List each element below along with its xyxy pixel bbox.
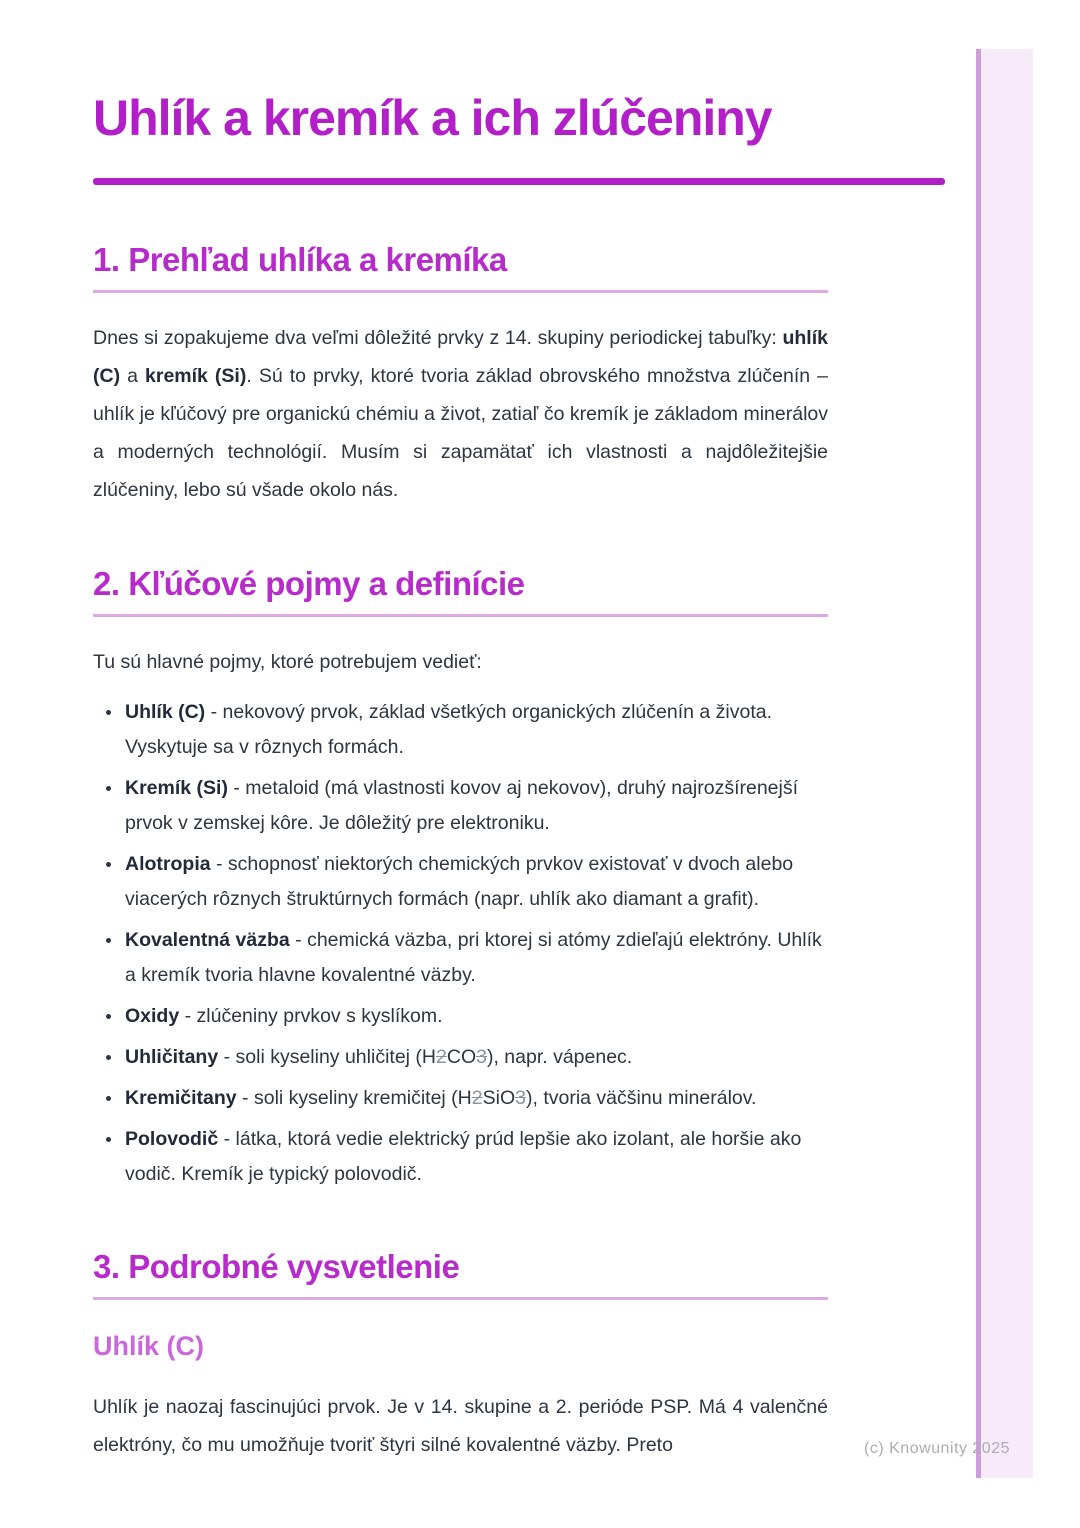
- document-title: Uhlík a kremík a ich zlúčeniny: [93, 90, 772, 146]
- text-run: a: [120, 365, 146, 387]
- section-overview-heading: 1. Prehľad uhlíka a kremíka: [93, 241, 507, 278]
- key-terms-list: [93, 695, 828, 1192]
- title-divider: [93, 178, 945, 185]
- text-run-bold: Kremičitany: [125, 1087, 237, 1109]
- text-run-bold: Kremík (Si): [125, 777, 228, 799]
- text-run-strike: 3: [515, 1087, 526, 1109]
- text-run: - metaloid (má vlastnosti kovov aj nekovov), druhý najrozšírenejší prvok v zemskej kôre. Je dôležitý pre elektroniku.: [125, 777, 799, 834]
- text-run-bold: kremík (Si): [145, 365, 247, 387]
- section-overview-divider: [93, 290, 828, 293]
- section-key-terms: [93, 564, 828, 1192]
- key-terms-intro: Tu sú hlavné pojmy, ktoré potrebujem vedieť:: [93, 651, 482, 673]
- text-run: - soli kyseliny kremičitej (H: [236, 1087, 472, 1109]
- term-list-item: [123, 1122, 828, 1192]
- section-details-divider: [93, 1297, 828, 1300]
- overview-paragraph: [93, 319, 828, 509]
- text-run-strike: 2: [471, 1087, 483, 1109]
- text-run-bold: Uhličitany: [125, 1046, 219, 1068]
- section-overview: [93, 240, 828, 509]
- page-edge-strip: [976, 49, 1033, 1478]
- carbon-paragraph: [93, 1388, 828, 1464]
- section-key-terms-heading: 2. Kľúčové pojmy a definície: [93, 565, 525, 602]
- section-key-terms-divider: [93, 614, 828, 617]
- document-content: [93, 0, 828, 1464]
- term-list-item: [123, 1040, 828, 1075]
- term-list-item: [123, 999, 828, 1034]
- copyright-watermark: (c) Knowunity 2025: [864, 1440, 1010, 1457]
- term-list-item: [123, 771, 828, 841]
- text-run-bold: Alotropia: [125, 853, 211, 875]
- text-run: SiO: [482, 1087, 516, 1109]
- text-run: Dnes si zopakujeme dva veľmi dôležité prvky z 14. skupiny periodickej tabuľky:: [93, 327, 783, 349]
- text-run: ), tvoria väčšinu minerálov.: [526, 1087, 757, 1109]
- text-run: Uhlík je naozaj fascinujúci prvok. Je v 14. skupine a 2. perióde PSP. Má 4 valenčné elektróny, čo mu umožňuje tvoriť štyri silné kovalentné väzby. Preto: [93, 1396, 828, 1456]
- term-list-item: [123, 1081, 828, 1116]
- text-run-strike: 3: [476, 1046, 487, 1068]
- term-list-item: [123, 923, 828, 993]
- text-run: CO: [446, 1046, 477, 1068]
- text-run-bold: Kovalentná väzba: [125, 929, 290, 951]
- text-run-bold: Uhlík (C): [125, 701, 206, 723]
- term-list-item: [123, 695, 828, 765]
- text-run: - soli kyseliny uhličitej (H: [218, 1046, 436, 1068]
- section-details: [93, 1247, 828, 1464]
- text-run-bold: Oxidy: [125, 1005, 180, 1027]
- text-run: - schopnosť niektorých chemických prvkov existovať v dvoch alebo viacerých rôznych štruktúrnych formách (napr. uhlík ako diamant a grafit).: [125, 853, 794, 910]
- text-run-bold: uhlík (C): [93, 327, 828, 387]
- text-run-strike: 2: [436, 1046, 447, 1068]
- text-run: - zlúčeniny prvkov s kyslíkom.: [179, 1005, 443, 1027]
- text-run-bold: Polovodič: [125, 1128, 219, 1150]
- text-run: - chemická väzba, pri ktorej si atómy zdieľajú elektróny. Uhlík a kremík tvoria hlavne kovalentné väzby.: [125, 929, 822, 986]
- text-run: ), napr. vápenec.: [486, 1046, 633, 1068]
- subsection-carbon-heading: Uhlík (C): [93, 1331, 204, 1361]
- section-details-heading: 3. Podrobné vysvetlenie: [93, 1248, 460, 1285]
- text-run: - látka, ktorá vedie elektrický prúd lepšie ako izolant, ale horšie ako vodič. Kremík je typický polovodič.: [125, 1128, 802, 1185]
- term-list-item: [123, 847, 828, 917]
- text-run: . Sú to prvky, ktoré tvoria základ obrovského množstva zlúčenín – uhlík je kľúčový pre organickú chémiu a život, zatiaľ čo kremík je základom minerálov a moderných technológií. Musím si zapamätať ich vlastnosti a najdôležitejšie zlúčeniny, lebo sú všade okolo nás.: [93, 365, 829, 501]
- text-run: - nekovový prvok, základ všetkých organických zlúčenín a života. Vyskytuje sa v rôznych formách.: [125, 701, 773, 758]
